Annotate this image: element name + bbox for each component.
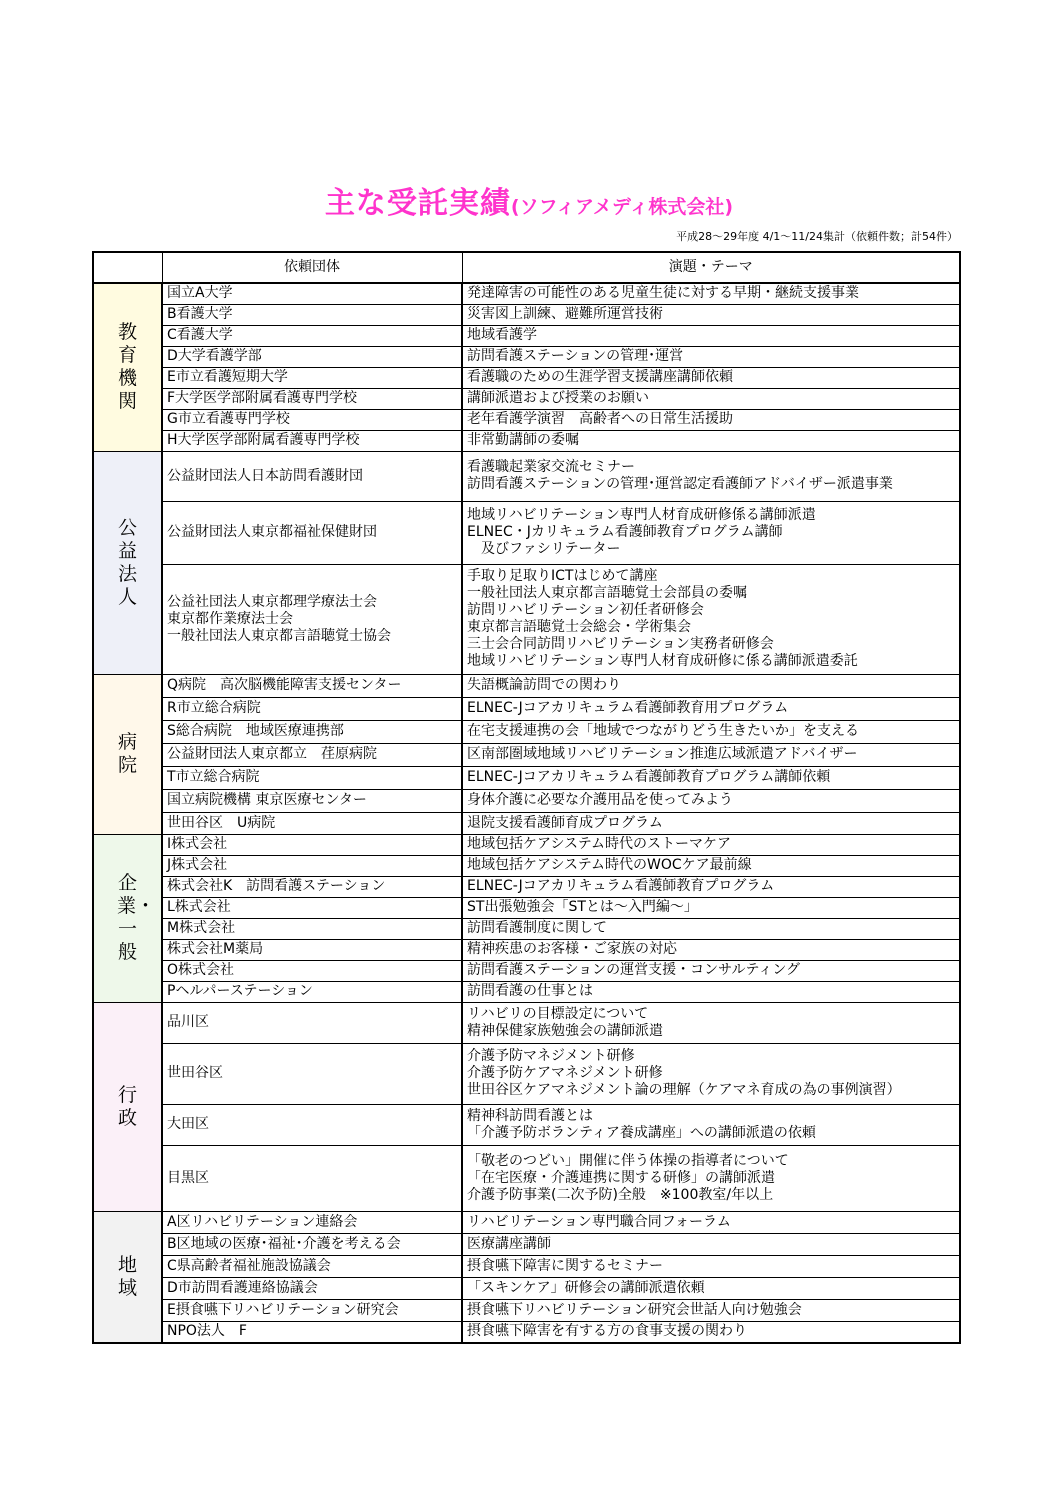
theme-line: 「介護予防ボランティア養成講座」への講師派遣の依頼 — [467, 1124, 816, 1141]
table-row — [93, 855, 960, 876]
theme-cell — [462, 789, 960, 812]
theme-cell — [462, 1002, 960, 1043]
category-cell — [93, 1002, 162, 1211]
org-cell: S総合病院 地域医療連携部 — [162, 720, 462, 743]
table-body — [93, 283, 960, 1343]
theme-line: 看護職のための生涯学習支援講座講師依頼 — [467, 369, 733, 385]
table-row — [93, 346, 960, 367]
header-org: 依頼団体 — [162, 252, 462, 283]
org-cell: G市立看護専門学校 — [162, 409, 462, 430]
theme-cell — [462, 697, 960, 720]
org-cell: 目黒区 — [162, 1145, 462, 1211]
category-label: 行政 — [117, 1083, 137, 1129]
theme-line: 摂食嚥下障害を有する方の食事支援の関わり — [467, 1323, 747, 1340]
theme-cell — [462, 283, 960, 304]
theme-cell — [462, 388, 960, 409]
theme-cell — [462, 1104, 960, 1145]
theme-line: 訪問リハビリテーション初任者研修会 — [467, 602, 704, 618]
table-row — [93, 1321, 960, 1343]
theme-line: 手取り足取りICTはじめて講座 — [467, 568, 658, 584]
header-theme: 演題・テーマ — [462, 252, 960, 283]
org-cell: E市立看護短期大学 — [162, 367, 462, 388]
theme-line: ST出張勉強会「STとは〜入門編〜」 — [467, 899, 698, 915]
theme-line: 地域リハビリテーション専門人材育成研修係る講師派遣 — [467, 507, 816, 523]
theme-line: 訪問看護制度に関して — [467, 920, 607, 936]
table-row — [93, 743, 960, 766]
table-row — [93, 1277, 960, 1299]
theme-line: 摂食嚥下障害に関するセミナー — [467, 1257, 663, 1274]
table-row — [93, 981, 960, 1002]
theme-line: 失語概論訪問での関わり — [467, 677, 621, 693]
category-label: 教育機関 — [117, 321, 137, 413]
org-cell: C県高齢者福祉施設協議会 — [162, 1255, 462, 1277]
category-cell — [93, 1211, 162, 1343]
org-cell: 株式会社K 訪問看護ステーション — [162, 876, 462, 897]
table-row — [93, 674, 960, 697]
org-cell: NPO法人 F — [162, 1321, 462, 1343]
org-cell: F大学医学部附属看護専門学校 — [162, 388, 462, 409]
org-cell: 公益財団法人東京都福祉保健財団 — [162, 501, 462, 564]
org-cell: A区リハビリテーション連絡会 — [162, 1211, 462, 1233]
theme-cell — [462, 501, 960, 564]
theme-line: 精神科訪問看護とは — [467, 1107, 593, 1124]
table-row — [93, 1043, 960, 1104]
table-row — [93, 834, 960, 855]
category-label: 企業・一般 — [117, 872, 156, 963]
table-row — [93, 697, 960, 720]
theme-line: 地域リハビリテーション専門人材育成研修に係る講師派遣委託 — [467, 653, 858, 669]
org-cell: C看護大学 — [162, 325, 462, 346]
org-cell — [162, 564, 462, 674]
org-cell: Pヘルパーステーション — [162, 981, 462, 1002]
table-row — [93, 918, 960, 939]
org-cell: R市立総合病院 — [162, 697, 462, 720]
theme-cell — [462, 430, 960, 451]
table-row — [93, 939, 960, 960]
theme-line: 「スキンケア」研修会の講師派遣依頼 — [467, 1279, 705, 1296]
org-cell: D市訪問看護連絡協議会 — [162, 1277, 462, 1299]
theme-line: 看護職起業家交流セミナー — [467, 459, 635, 475]
table-row — [93, 283, 960, 304]
theme-cell — [462, 304, 960, 325]
table-row — [93, 409, 960, 430]
tally-note: 平成28〜29年度 4/1〜11/24集計（依頼件数；計54件） — [676, 230, 958, 243]
theme-line: ELNEC・Jカリキュラム看護師教育プログラム講師 — [467, 524, 783, 540]
theme-line: 老年看護学演習 高齢者への日常生活援助 — [467, 411, 733, 427]
table-row — [93, 1002, 960, 1043]
theme-cell — [462, 939, 960, 960]
theme-cell — [462, 1299, 960, 1321]
theme-cell — [462, 1145, 960, 1211]
table-row — [93, 1299, 960, 1321]
theme-line: 精神保健家族勉強会の講師派遣 — [467, 1022, 663, 1039]
theme-line: 摂食嚥下リハビリテーション研究会世話人向け勉強会 — [467, 1301, 802, 1318]
org-cell: 株式会社M薬局 — [162, 939, 462, 960]
table-header-row — [93, 252, 960, 283]
results-table — [92, 251, 961, 1344]
theme-line: 世田谷区ケアマネジメント論の理解（ケアマネ育成の為の事例演習） — [467, 1082, 901, 1098]
theme-cell — [462, 812, 960, 834]
theme-line: 訪問看護ステーションの管理･運営認定看護師アドバイザー派遣事業 — [467, 476, 893, 492]
org-cell: B区地域の医療･福祉･介護を考える会 — [162, 1233, 462, 1255]
theme-line: ELNEC-Jコアカリキュラム看護師教育プログラム講師依頼 — [467, 769, 831, 785]
org-cell: 国立病院機構 東京医療センター — [162, 789, 462, 812]
theme-line: 医療講座講師 — [467, 1235, 551, 1252]
theme-line: 介護予防マネジメント研修 — [467, 1048, 635, 1064]
org-cell: 品川区 — [162, 1002, 462, 1043]
theme-cell — [462, 1233, 960, 1255]
theme-line: 「敬老のつどい」開催に伴う体操の指導者について — [467, 1152, 789, 1169]
table-row — [93, 1145, 960, 1211]
category-label: 地域 — [117, 1253, 137, 1299]
table-row — [93, 325, 960, 346]
theme-cell — [462, 918, 960, 939]
org-cell: 大田区 — [162, 1104, 462, 1145]
table-row — [93, 451, 960, 501]
category-cell — [93, 283, 162, 451]
theme-line: 身体介護に必要な介護用品を使ってみよう — [467, 792, 733, 808]
category-label: 病院 — [117, 731, 137, 776]
theme-cell — [462, 1277, 960, 1299]
theme-cell — [462, 981, 960, 1002]
org-cell: L株式会社 — [162, 897, 462, 918]
org-line: 一般社団法人東京都言語聴覚士協会 — [167, 627, 391, 644]
theme-line: 訪問看護ステーションの運営支援・コンサルティング — [467, 962, 801, 978]
theme-cell — [462, 720, 960, 743]
org-cell: B看護大学 — [162, 304, 462, 325]
org-cell: 世田谷区 — [162, 1043, 462, 1104]
theme-line: 訪問看護ステーションの管理･運営 — [467, 348, 684, 364]
table-row — [93, 1104, 960, 1145]
table-row — [93, 766, 960, 789]
theme-line: 及びファシリテーター — [467, 541, 621, 557]
theme-cell — [462, 766, 960, 789]
header-category — [93, 252, 162, 283]
theme-line: 地域包括ケアシステム時代のWOCケア最前線 — [467, 857, 752, 873]
table-row — [93, 1255, 960, 1277]
theme-cell — [462, 897, 960, 918]
org-cell: 公益財団法人日本訪問看護財団 — [162, 451, 462, 501]
theme-line: 区南部圏域地域リハビリテーション推進広域派遣アドバイザー — [467, 746, 858, 762]
org-cell: Q病院 高次脳機能障害支援センター — [162, 674, 462, 697]
table-row — [93, 876, 960, 897]
theme-line: 介護予防ケアマネジメント研修 — [467, 1065, 663, 1081]
theme-line: 退院支援看護師育成プログラム — [467, 814, 663, 831]
org-cell: O株式会社 — [162, 960, 462, 981]
theme-cell — [462, 451, 960, 501]
org-line: 東京都作業療法士会 — [167, 610, 293, 627]
theme-line: 地域包括ケアシステム時代のストーマケア — [467, 836, 732, 852]
org-cell: 国立A大学 — [162, 283, 462, 304]
table-row — [93, 1211, 960, 1233]
org-cell: E摂食嚥下リハビリテーション研究会 — [162, 1299, 462, 1321]
table-row — [93, 789, 960, 812]
theme-cell — [462, 743, 960, 766]
org-cell: J株式会社 — [162, 855, 462, 876]
theme-line: リハビリの目標設定について — [467, 1005, 649, 1022]
theme-line: 訪問看護の仕事とは — [467, 983, 593, 999]
category-cell — [93, 834, 162, 1002]
theme-cell — [462, 367, 960, 388]
theme-line: 地域看護学 — [467, 327, 537, 343]
table-row — [93, 897, 960, 918]
theme-cell — [462, 1255, 960, 1277]
theme-cell — [462, 325, 960, 346]
theme-line: 非常勤講師の委嘱 — [467, 432, 579, 448]
theme-line: 講師派遣および授業のお願い — [467, 390, 649, 406]
title-sub: (ソフィアメディ株式会社) — [510, 196, 734, 218]
table-row — [93, 430, 960, 451]
theme-cell — [462, 876, 960, 897]
org-cell: 世田谷区 U病院 — [162, 812, 462, 834]
table-row — [93, 1233, 960, 1255]
theme-cell — [462, 1211, 960, 1233]
theme-cell — [462, 834, 960, 855]
theme-cell — [462, 564, 960, 674]
table-row — [93, 720, 960, 743]
org-line: 公益社団法人東京都理学療法士会 — [167, 593, 377, 610]
table-row — [93, 812, 960, 834]
title-main: 主な受託実績 — [324, 186, 511, 221]
theme-line: 災害図上訓練、避難所運営技術 — [467, 306, 663, 322]
category-cell — [93, 674, 162, 834]
document-title — [0, 178, 1058, 222]
org-cell: M株式会社 — [162, 918, 462, 939]
org-cell: I株式会社 — [162, 834, 462, 855]
theme-cell — [462, 1043, 960, 1104]
theme-line: 精神疾患のお客様・ご家族の対応 — [467, 941, 677, 957]
theme-cell — [462, 855, 960, 876]
theme-cell — [462, 409, 960, 430]
theme-line: 「在宅医療・介護連携に関する研修」の講師派遣 — [467, 1169, 775, 1186]
theme-line: 三士会合同訪問リハビリテーション実務者研修会 — [467, 636, 774, 652]
org-cell: 公益財団法人東京都立 荏原病院 — [162, 743, 462, 766]
theme-cell — [462, 960, 960, 981]
table-row — [93, 388, 960, 409]
theme-line: 一般社団法人東京都言語聴覚士会部員の委嘱 — [467, 585, 747, 601]
table-row — [93, 367, 960, 388]
theme-line: 在宅支援連携の会「地域でつながりどう生きたいか」を支える — [467, 723, 859, 739]
theme-line: リハビリテーション専門職合同フォーラム — [467, 1213, 731, 1230]
theme-cell — [462, 1321, 960, 1343]
org-cell: H大学医学部附属看護専門学校 — [162, 430, 462, 451]
theme-cell — [462, 674, 960, 697]
theme-cell — [462, 346, 960, 367]
org-cell: T市立総合病院 — [162, 766, 462, 789]
table-row — [93, 564, 960, 674]
org-cell: D大学看護学部 — [162, 346, 462, 367]
theme-line: 介護予防事業(二次予防)全般 ※100教室/年以上 — [467, 1186, 774, 1203]
theme-line: ELNEC-Jコアカリキュラム看護師教育プログラム — [467, 878, 775, 894]
table-row — [93, 501, 960, 564]
theme-line: 東京都言語聴覚士会総会・学術集会 — [467, 619, 691, 635]
theme-line: 発達障害の可能性のある児童生徒に対する早期・継続支援事業 — [467, 285, 859, 302]
category-label: 公益法人 — [117, 516, 137, 608]
theme-line: ELNEC-Jコアカリキュラム看護師教育用プログラム — [467, 700, 789, 716]
table-row — [93, 304, 960, 325]
category-cell — [93, 451, 162, 674]
table-row — [93, 960, 960, 981]
